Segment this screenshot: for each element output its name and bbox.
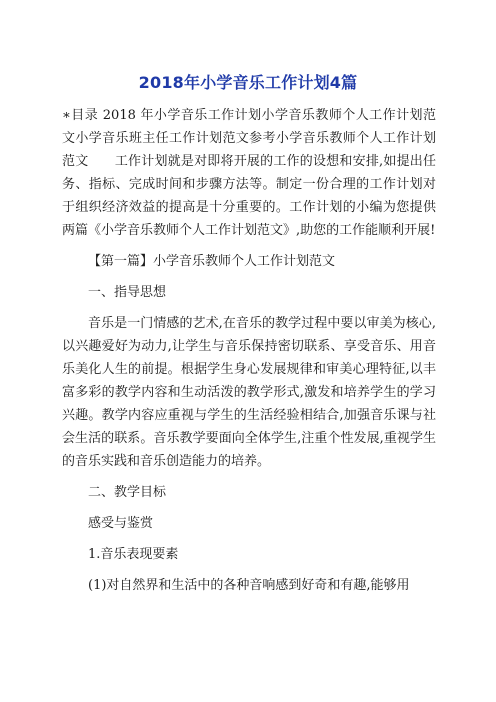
intro-paragraph: ∗目录 2018 年小学音乐工作计划小学音乐教师个人工作计划范文小学音乐班主任工作计划范文参考小学音乐教师个人工作计划范文 工作计划就是对即将开展的工作的设想和安排,如提出任务、指标、完成时间和步骤方法等。制定一份合理的工作计划对于组织经济效益的提高是十分重要的。工作计划的小编为您提供两篇《小学音乐教师个人工作计划范文》,助您的工作能顺利开展! [62,108,436,238]
list-item-music-elements: 1.音乐表现要素 [88,547,179,562]
document-title: 2018年小学音乐工作计划4篇 [138,73,358,92]
section-heading: 【第一篇】小学音乐教师个人工作计划范文 [88,254,336,269]
part-heading-teaching-goals: 二、教学目标 [88,485,167,500]
subheading-appreciation: 感受与鉴赏 [88,516,154,531]
guiding-ideology-paragraph: 音乐是一门情感的艺术,在音乐的教学过程中要以审美为核心,以兴趣爱好为动力,让学生与音乐保持密切联系、享受音乐、用音乐美化人生的前提。根据学生身心发展规律和审美心理特征,以丰富多彩的教学内容和生动活泼的教学形式,激发和培养学生的学习兴趣。教学内容应重视与学生的生活经验相结合,加强音乐课与社会生活的联系。音乐教学要面向全体学生,注重个性发展,重视学生的音乐实践和音乐创造能力的培养。 [62,316,436,469]
list-item-sub-1: (1)对自然界和生活中的各种音响感到好奇和有趣,能够用 [88,578,410,593]
document-body [62,104,436,605]
part-heading-guiding-ideology: 一、指导思想 [88,285,167,300]
